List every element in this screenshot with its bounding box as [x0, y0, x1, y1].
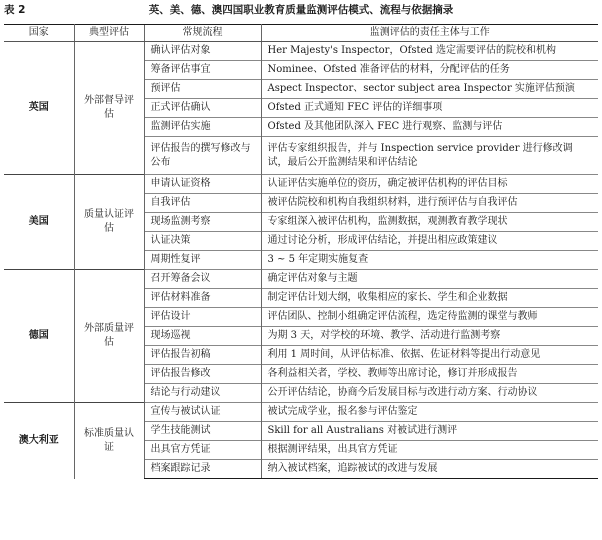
header-responsibility: 监测评估的责任主体与工作 [261, 25, 598, 42]
table-row [4, 42, 598, 61]
responsibility-cell: Her Majesty's Inspector，Ofsted 选定需要评估的院校和机构 [261, 42, 598, 61]
responsibility-cell: 评估团队、控制小组确定评估流程，选定待监测的课堂与教师 [261, 308, 598, 327]
responsibility-cell: Ofsted 及其他团队深入 FEC 进行观察、监测与评估 [261, 118, 598, 137]
process-step-cell: 监测评估实施 [144, 118, 261, 137]
process-step-cell: 评估报告初稿 [144, 346, 261, 365]
process-step-cell: 学生技能测试 [144, 422, 261, 441]
process-step-cell: 评估材料准备 [144, 289, 261, 308]
responsibility-cell: 各利益相关者，学校、教师等出席讨论，修订并形成报告 [261, 365, 598, 384]
responsibility-cell: 专家组深入被评估机构，监测数据，观测教育教学现状 [261, 213, 598, 232]
responsibility-cell: 利用 1 周时间，从评估标准、依据、佐证材料等提出行动意见 [261, 346, 598, 365]
header-row [4, 25, 598, 42]
process-step-cell: 确认评估对象 [144, 42, 261, 61]
process-step-cell: 现场监测考察 [144, 213, 261, 232]
responsibility-cell: Ofsted 正式通知 FEC 评估的详细事项 [261, 99, 598, 118]
table-title: 英、美、德、澳四国职业教育质量监测评估模式、流程与依据摘录 [148, 4, 454, 16]
process-step-cell: 结论与行动建议 [144, 384, 261, 403]
responsibility-cell: 被试完成学业，报名参与评估鉴定 [261, 403, 598, 422]
process-step-cell: 自我评估 [144, 194, 261, 213]
evaluation-type-cell: 外部督导评估 [84, 95, 134, 120]
responsibility-cell: 3 ~ 5 年定期实施复查 [261, 251, 598, 270]
process-step-cell: 出具官方凭证 [144, 441, 261, 460]
process-step-cell: 申请认证资格 [144, 175, 261, 194]
process-step-cell: 评估设计 [144, 308, 261, 327]
responsibility-cell: 被评估院校和机构自我组织材料，进行预评估与自我评估 [261, 194, 598, 213]
header-process: 常规流程 [144, 25, 261, 42]
country-cell: 美国 [4, 175, 74, 270]
process-step-cell: 认证决策 [144, 232, 261, 251]
process-step-cell: 评估报告修改 [144, 365, 261, 384]
responsibility-cell: Skill for all Australians 对被试进行测评 [261, 422, 598, 441]
country-cell: 德国 [4, 270, 74, 403]
table-row [4, 270, 598, 289]
responsibility-cell: Aspect Inspector、sector subject area Inspector 实施评估预演 [261, 80, 598, 99]
responsibility-cell: 确定评估对象与主题 [261, 270, 598, 289]
responsibility-cell: Nominee、Ofsted 准备评估的材料，分配评估的任务 [261, 61, 598, 80]
responsibility-cell: 根据测评结果，出具官方凭证 [261, 441, 598, 460]
table-row [4, 403, 598, 422]
process-step-cell: 档案跟踪记录 [144, 460, 261, 479]
process-step-cell: 正式评估确认 [144, 99, 261, 118]
responsibility-cell: 纳入被试档案，追踪被试的改进与发展 [261, 460, 598, 479]
evaluation-type-cell: 质量认证评估 [74, 175, 144, 270]
table-body [4, 42, 598, 479]
responsibility-cell: 制定评估计划大纲，收集相应的家长、学生和企业数据 [261, 289, 598, 308]
process-step-cell: 宣传与被试认证 [144, 403, 261, 422]
responsibility-cell: 公开评估结论，协商今后发展目标与改进行动方案、行动协议 [261, 384, 598, 403]
evaluation-type-cell: 外部质量评估 [74, 270, 144, 403]
header-type: 典型评估 [74, 25, 144, 42]
process-step-cell: 召开筹备会议 [144, 270, 261, 289]
responsibility-cell: 评估专家组织报告，并与 Inspection service provider 进行修改调试，最后公开监测结果和评估结论 [261, 137, 598, 175]
header-country: 国家 [4, 25, 74, 42]
responsibility-cell: 认证评估实施单位的资历，确定被评估机构的评估目标 [261, 175, 598, 194]
evaluation-table [4, 24, 598, 479]
country-cell: 澳大利亚 [4, 403, 74, 479]
table-caption [0, 2, 602, 18]
process-step-cell: 现场巡视 [144, 327, 261, 346]
evaluation-type-cell: 标准质量认证 [74, 403, 144, 479]
process-step-cell: 周期性复评 [144, 251, 261, 270]
responsibility-cell: 通过讨论分析，形成评估结论，并提出相应政策建议 [261, 232, 598, 251]
process-step-cell: 筹备评估事宜 [144, 61, 261, 80]
country-cell: 英国 [4, 42, 74, 175]
table-row [4, 175, 598, 194]
process-step-cell: 预评估 [144, 80, 261, 99]
table-number: 表 2 [4, 4, 26, 16]
process-step-cell: 评估报告的撰写修改与公布 [144, 137, 261, 175]
responsibility-cell: 为期 3 天，对学校的环境、教学、活动进行监测考察 [261, 327, 598, 346]
